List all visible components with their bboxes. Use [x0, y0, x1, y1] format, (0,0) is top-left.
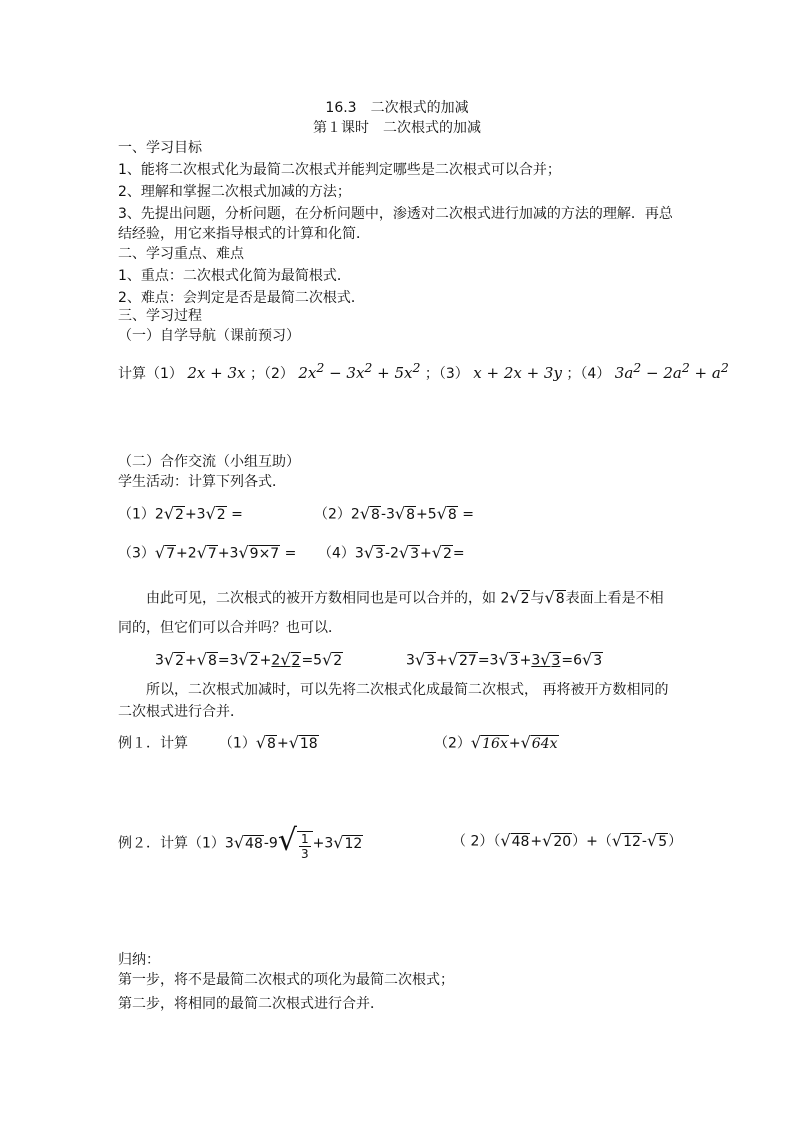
exercise-3: （3）√7+2√7+3√9×7 = [118, 543, 297, 562]
goal-item: 结经验，用它来指导根式的计算和化简． [118, 226, 370, 242]
lesson-subtitle: 第１课时 二次根式的加减 [313, 120, 481, 136]
lesson-title: 16.3 二次根式的加减 [325, 100, 469, 116]
self-study-heading: （一）自学导航（课前预习） [118, 328, 300, 344]
goals-heading: 一、学习目标 [118, 140, 202, 156]
goal-item: 1、能将二次根式化为最简二次根式并能判定哪些是二次根式可以合并； [118, 162, 561, 178]
explanation-paragraph: 由此可见，二次根式的被开方数相同也是可以合并的，如 2√2与√8表面上看是不相 [146, 588, 664, 607]
example-2-part-2: （ 2）（√48+√20）+（√12-√5） [452, 831, 683, 850]
expr-4: $3a^2 - 2a^2 + a^2$ [614, 360, 729, 382]
process-heading: 三、学习过程 [118, 308, 202, 324]
example-2: 例２．计算（1）3√48-9√ $\frac{1}{3}$ +3√12 [118, 823, 363, 861]
expr-2: $2x^2 - 3x^2 + 5x^2$ [298, 360, 421, 382]
exercise-4: （4）3√3-2√3+√2= [318, 543, 465, 562]
expr-1: 2x + 3x [187, 364, 246, 382]
method-paragraph: 所以，二次根式加减时，可以先将二次根式化成最简二次根式， 再将被开方数相同的 [146, 682, 669, 698]
explanation-paragraph-cont: 同的，但它们可以合并吗？也可以． [118, 620, 342, 636]
summary-heading: 归纳： [118, 952, 160, 968]
expr-3: x + 2x + 3y [473, 364, 562, 382]
demo-sqrt3: 3√3+√27=3√3+3√3=6√3 [406, 650, 603, 669]
method-paragraph-cont: 二次根式进行合并． [118, 704, 244, 720]
demo-sqrt2: 3√2+√8=3√2+2√2=5√2 [155, 650, 343, 669]
sqrt-2: √2 [163, 504, 184, 523]
exercise-2: （2）2√8-3√8+5√8 = [314, 504, 474, 523]
example-1: 例１．计算 （1）√8+√18 [118, 733, 318, 752]
goal-item: 3、先提出问题，分析问题，在分析问题中，渗透对二次根式进行加减的方法的理解．再总 [118, 206, 673, 222]
summary-step: 第二步，将相同的最简二次根式进行合并． [118, 996, 384, 1012]
key-point-item: 2、难点：会判定是否是最简二次根式． [118, 290, 365, 306]
goal-item: 2、理解和掌握二次根式加减的方法； [118, 184, 351, 200]
key-point-item: 1、重点：二次根式化简为最简根式． [118, 268, 351, 284]
activity-text: 学生活动：计算下列各式． [118, 474, 286, 490]
coop-heading: （二）合作交流（小组互助） [118, 454, 300, 470]
key-points-heading: 二、学习重点、难点 [118, 246, 244, 262]
exercise-1: （1）2√2+3√2 = [118, 504, 243, 523]
example-1-part-2: （2）√16x+√64x [434, 733, 558, 752]
summary-step: 第一步，将不是最简二次根式的项化为最简二次根式； [118, 972, 454, 988]
calc-exercise-line: 计算（1） 2x + 3x ；（2） $2x^2 - 3x^2 + 5x^2$ ；（3） x + 2x + 3y ；（4） $3a^2 - 2a^2 + a^2$ [118, 360, 729, 382]
